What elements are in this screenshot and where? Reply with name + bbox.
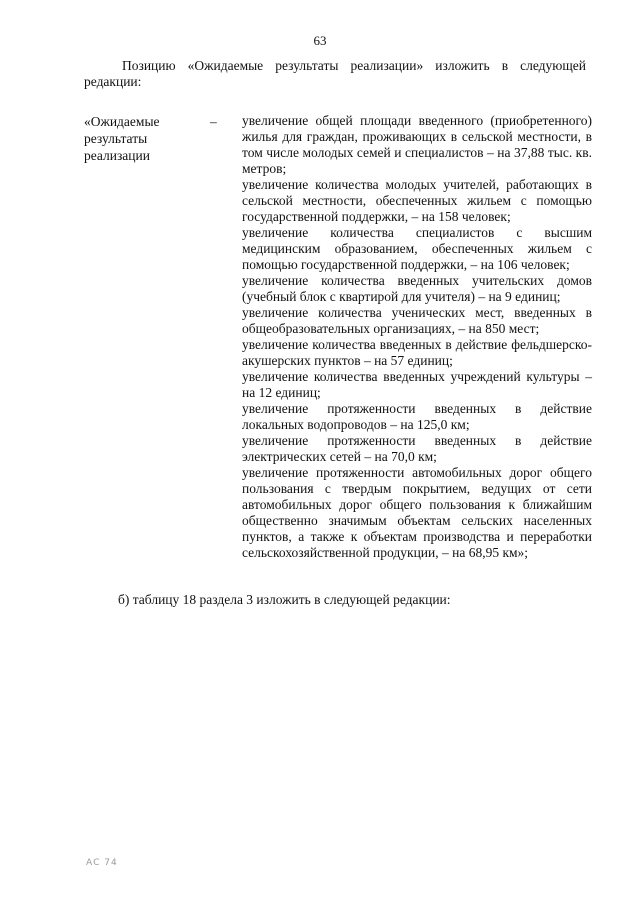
page-number: 63: [313, 33, 327, 48]
list-item: увеличение количества введенных учительских домов (учебный блок с квартирой для учителя) – на 9 единиц;: [242, 273, 592, 304]
list-item: увеличение количества введенных учреждений культуры – на 12 единиц;: [242, 369, 592, 400]
intro-paragraph: Позицию «Ожидаемые результаты реализации» изложить в следующей редакции:: [84, 58, 586, 89]
footer-code: АС 74: [86, 858, 118, 868]
list-item: увеличение количества молодых учителей, работающих в сельской местности, обеспеченных жильем с помощью государственной поддержки, – на 158 человек;: [242, 177, 592, 224]
list-item: увеличение количества ученических мест, введенных в общеобразовательных организациях, – на 850 мест;: [242, 305, 592, 336]
closing-paragraph: б) таблицу 18 раздела 3 изложить в следующей редакции:: [118, 592, 451, 607]
list-item: увеличение протяженности введенных в действие электрических сетей – на 70,0 км;: [242, 433, 592, 464]
list-item: увеличение протяженности введенных в действие локальных водопроводов – на 125,0 км;: [242, 401, 592, 432]
term-dash: –: [210, 114, 217, 129]
term-label: «Ожидаемые результаты реализации: [84, 114, 160, 163]
list-item: увеличение общей площади введенного (приобретенного) жилья для граждан, проживающих в сельской местности, в том числе молодых семей и специалистов – на 37,88 тыс. кв. метров;: [242, 113, 592, 176]
list-item: увеличение протяженности автомобильных дорог общего пользования с твердым покрытием, ведущих от сети автомобильных дорог общего пользования к ближайшим общественно значимым объектам сельских населенных пунктов, а также к объектам производства и переработки сельскохозяйственной продукции, – на 68,95 км»;: [242, 465, 592, 560]
expected-results-list: [242, 113, 592, 561]
list-item: увеличение количества специалистов с высшим медицинским образованием, обеспеченных жильем с помощью государственной поддержки, – на 106 человек;: [242, 225, 592, 272]
list-item: увеличение количества введенных в действие фельдшерско-акушерских пунктов – на 57 единиц;: [242, 337, 592, 368]
